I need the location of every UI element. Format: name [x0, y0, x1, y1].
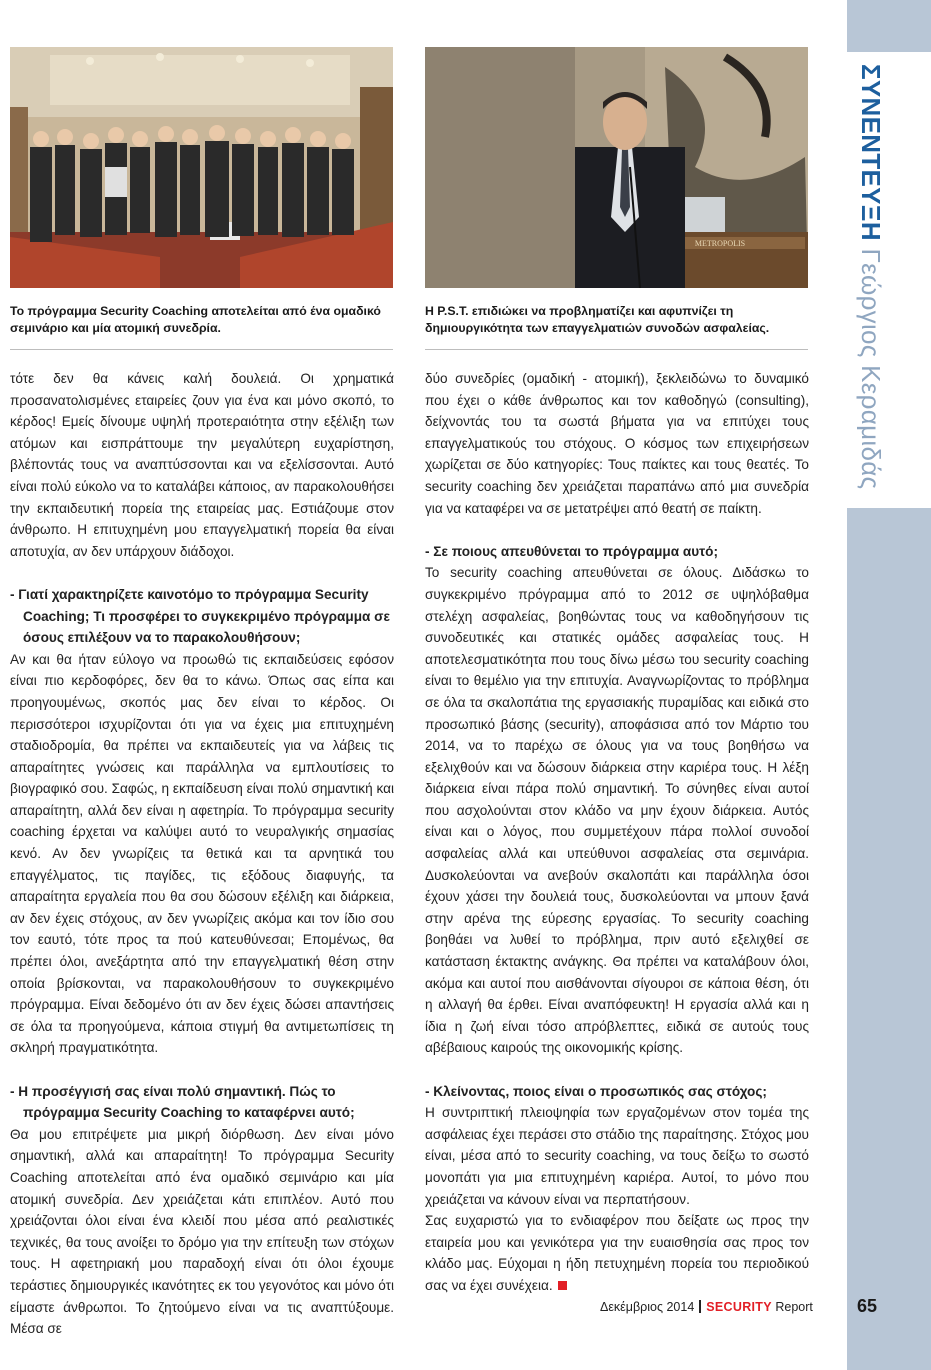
issue-date: Δεκέμβριος 2014 [600, 1300, 695, 1314]
sidebar-title [856, 64, 886, 504]
paragraph: Αν και θα ήταν εύλογο να προωθώ τις εκπαιδεύσεις εφόσον είναι πιο κερδοφόρες, δεν θα το κάνω. Όπως σας είπα και προηγουμένως, σκοπός μας δεν είναι το κέρδος. Οι περισσότεροι ισχυρίζονται ότι για να έχεις μια επιτυχημένη σταδιοδρομία, θα πρέπει να εκπαιδευτείς για να λάβεις τις απαραίτητες γνώσεις και παράλληλα να εμπλουτίσεις το βιογραφικό σου. Σαφώς, η εκπαίδευση είναι πολύ σημαντική και απαραίτητη, αλλά δεν είναι η αφετηρία. Το πρόγραμμα security coaching έρχεται να καλύψει αυτό το νευραλγικής σημασίας κενό. Αν δεν γνωρίζεις τα θετικά και τα αρνητικά του επαγγέλματος, τις παγίδες, τις εξόδους διαφυγής, τα απαραίτητα εργαλεία που θα σου δώσουν εξέλιξη και διάρκεια, αν δεν έχεις στόχους, αν δεν γνωρίζεις ακόμα και τον ίδιο σου τον εαυτό, τότε προς τα πού κατευθύνεσαι; Επομένως, θα πρέπει όλοι, ανεξάρτητα από την επαγγελματική θέση στην οποία βρίσκονται, να παρακολουθήσουν το συγκεκριμένο πρόγραμμα. Είναι δεδομένο ότι αν δεν έχεις δώσει απαντήσεις σε όλα τα προηγούμενα, κάποια στιγμή θα αντιμετωπίσεις τη σκληρή πραγματικότητα. [10, 651, 394, 1056]
interview-question: - Σε ποιους απευθύνεται το πρόγραμμα αυτό; [425, 543, 719, 559]
podium-sign: METROPOLIS [694, 239, 746, 248]
paragraph: δύο συνεδρίες (ομαδική - ατομική), ξεκλειδώνω το δυναμικό που έχει ο κάθε άνθρωπος και τον καθοδηγώ (consulting), δείχνοντάς του τα σωστά βήματα για να επιτύχει τους επαγγελματικούς του στόχους. Ο κόσμος των επιχειρήσεων χωρίζεται σε δύο κατηγορίες: Τους παίκτες και τους θεατές. Το security coaching δεν χρειάζεται παραπάνω από μια συνεδρία για να καταφέρει να σε μετατρέψει από θεατή σε παίκτη. [425, 371, 809, 516]
paragraph: Θα μου επιτρέψετε μια μικρή διόρθωση. Δεν είναι μόνο σημαντική, αλλά και απαραίτητη! Το πρόγραμμα Security Coaching αποτελείται από ένα ομαδικό σεμινάριο και μία ατομική συνεδρία. Δεν χρειάζεται κάτι επιπλέον. Αυτό που χρειάζονται όλοι είναι ένα κλειδί που μέσα από ρεαλιστικές τεχνικές, θα τους ανοίξει το δρόμο για την επίτευξη των στόχων τους. Η αφετηριακή μου παραδοχή είναι ότι όλοι έχουμε τεράστιες δημιουργικές ικανότητες εκ του γεγονότος και μόνο ότι είμαστε άνθρωποι. Το ζητούμενο είναι να τις αναπτύξουμε. Μέσα σε [10, 1126, 394, 1337]
interviewee-name: Γεώργιος Κεραμιδάς [856, 248, 886, 490]
interview-question: - Γιατί χαρακτηρίζετε καινοτόμο το πρόγραμμα Security Coaching; Τι προσφέρει το συγκεκριμένο πρόγραμμα σε όσους επιλέξουν να το παρακολουθήσουν; [10, 586, 390, 646]
end-mark-icon [558, 1281, 567, 1290]
footer-separator [699, 1300, 701, 1313]
interview-question: - Η προσέγγισή σας είναι πολύ σημαντική. Πώς το πρόγραμμα Security Coaching το καταφέρνει αυτό; [10, 1083, 355, 1121]
closing-paragraph [425, 1210, 809, 1296]
paragraph: τότε δεν θα κάνεις καλή δουλειά. Οι χρηματικά προσανατολισμένες εταιρείες ζουν για ένα και μόνο σκοπό, το κέρδος! Εμείς δίνουμε υψηλή προτεραιότητα στην εξέλιξη των ατόμων και εισπράττουμε την μεγαλύτερη ευχαρίστηση, βλέποντάς τους να αναπτύσσονται και να εξελίσσονται. Αυτό είναι πολύ εύκολο να το καταλάβει κάποιος, αν παρακολουθήσει την εκπαιδευτική πορεία της εταιρείας μας. Εστιάζουμε στον άνθρωπο. Η επιτυχημένη μου επαγγελματική πορεία θα είναι αποτυχία, αν δεν υπάρχουν διάδοχοι. [10, 371, 394, 559]
article-column-left [10, 368, 394, 1340]
page-footer [600, 1300, 813, 1314]
photo-caption-right: Η P.S.T. επιδιώκει να προβληματίζει και αφυπνίζει τη δημιουργικότητα των επαγγελματιών συνοδών ασφαλείας. [425, 304, 770, 335]
magazine-brand-suffix: Report [775, 1300, 813, 1314]
paragraph: Το security coaching απευθύνεται σε όλους. Διδάσκω το συγκεκριμένο πρόγραμμα από το 2012 σε υψηλόβαθμα στελέχη ασφαλείας, βοηθώντας τους να καθοδηγήσουν τις συνοδευτικές και στατικές ομάδες ασφαλείας τους. Η αποτελεσματικότητα που τους δίνω μέσω του security coaching είναι το θεμέλιο για την επιτυχία. Αναγνωρίζοντας το πρόβλημα σε όλα τα σκαλοπάτια της εργασιακής πυραμίδας και ειδικά στο προσωπικό βάσης (security), αποφάσισα από τον Μάρτιο του 2014, να το παρέχω σε όλους για να τους βοηθήσω να εξελιχθούν και να δώσουν διάρκεια στην καριέρα τους. Η λέξη διάρκεια είναι πάρα πολύ σημαντική. Το σύνηθες είναι αυτοί που ασχολούνται στον κλάδο να μην έχουν διάρκεια. Αυτός είναι και ο λόγος, που συμμετέχουν πάρα πολλοί συνοδοί ασφαλείας αλλά και υπεύθυνοι ασφαλείας στα σεμινάρια. Δυσκολεύονται να ανεβούν σκαλοπάτι και παράλληλα όσοι έχουν χάσει την δουλειά τους, δυσκολεύονται να μπουν ξανά στην αρένα της εύρεσης εργασίας. Το security coaching βοηθάει να λυθεί το πρόβλημα, πριν αυτό εξελιχθεί σε κατάσταση έκτακτης ανάγκης. Θα πρέπει να καταλάβουν όλοι, ακόμα και αυτοί που αισθάνονται σίγουροι σε κάποια θέση, ότι η αλλαγή θα έρθει. Είναι αναπόφευκτη! Η εργασία αλλά και η ίδια η ζωή είναι τόσο απρόβλεπτες, ειδικά σε αυτούς τους αβέβαιους καιρούς της οικονομικής κρίσης. [425, 565, 809, 1056]
section-label: ΣΥΝΕΝΤΕΥΞΗ [856, 64, 886, 241]
magazine-brand: SECURITY [706, 1300, 772, 1314]
paragraph: Η συντριπτική πλειοψηφία των εργαζομένων στον τομέα της ασφάλειας έχει περάσει στο στάδιο της παραίτησης. Στόχος μου είναι, μέσα από το security coaching, να τους δείξω το σωστό μονοπάτι για μια επιτυχημένη καριέρα. Αυτοί, το μόνο που χρειάζεται να κάνουν είναι να περπατήσουν. [425, 1105, 809, 1207]
group-photo [10, 47, 393, 288]
closing-text: Σας ευχαριστώ για το ενδιαφέρον που δείξατε ως προς την εταιρεία μου και γενικότερα για την ευαισθησία σας προς τον κλάδο μας. Εύχομαι η ήδη πετυχημένη πορεία του περιοδικού σας να έχει συνέχεια. [425, 1213, 809, 1293]
sidebar-divider [847, 508, 931, 510]
caption-rule [10, 349, 393, 350]
photo-caption-left: Το πρόγραμμα Security Coaching αποτελείται από ένα ομαδικό σεμινάριο και μία ατομική συνεδρία. [10, 304, 381, 335]
article-column-right [425, 368, 809, 1297]
caption-rule [425, 349, 808, 350]
page-number: 65 [856, 1296, 878, 1316]
sidebar-divider [847, 50, 931, 52]
interview-question: - Κλείνοντας, ποιος είναι ο προσωπικός σας στόχος; [425, 1083, 767, 1099]
speaker-photo [425, 47, 808, 288]
